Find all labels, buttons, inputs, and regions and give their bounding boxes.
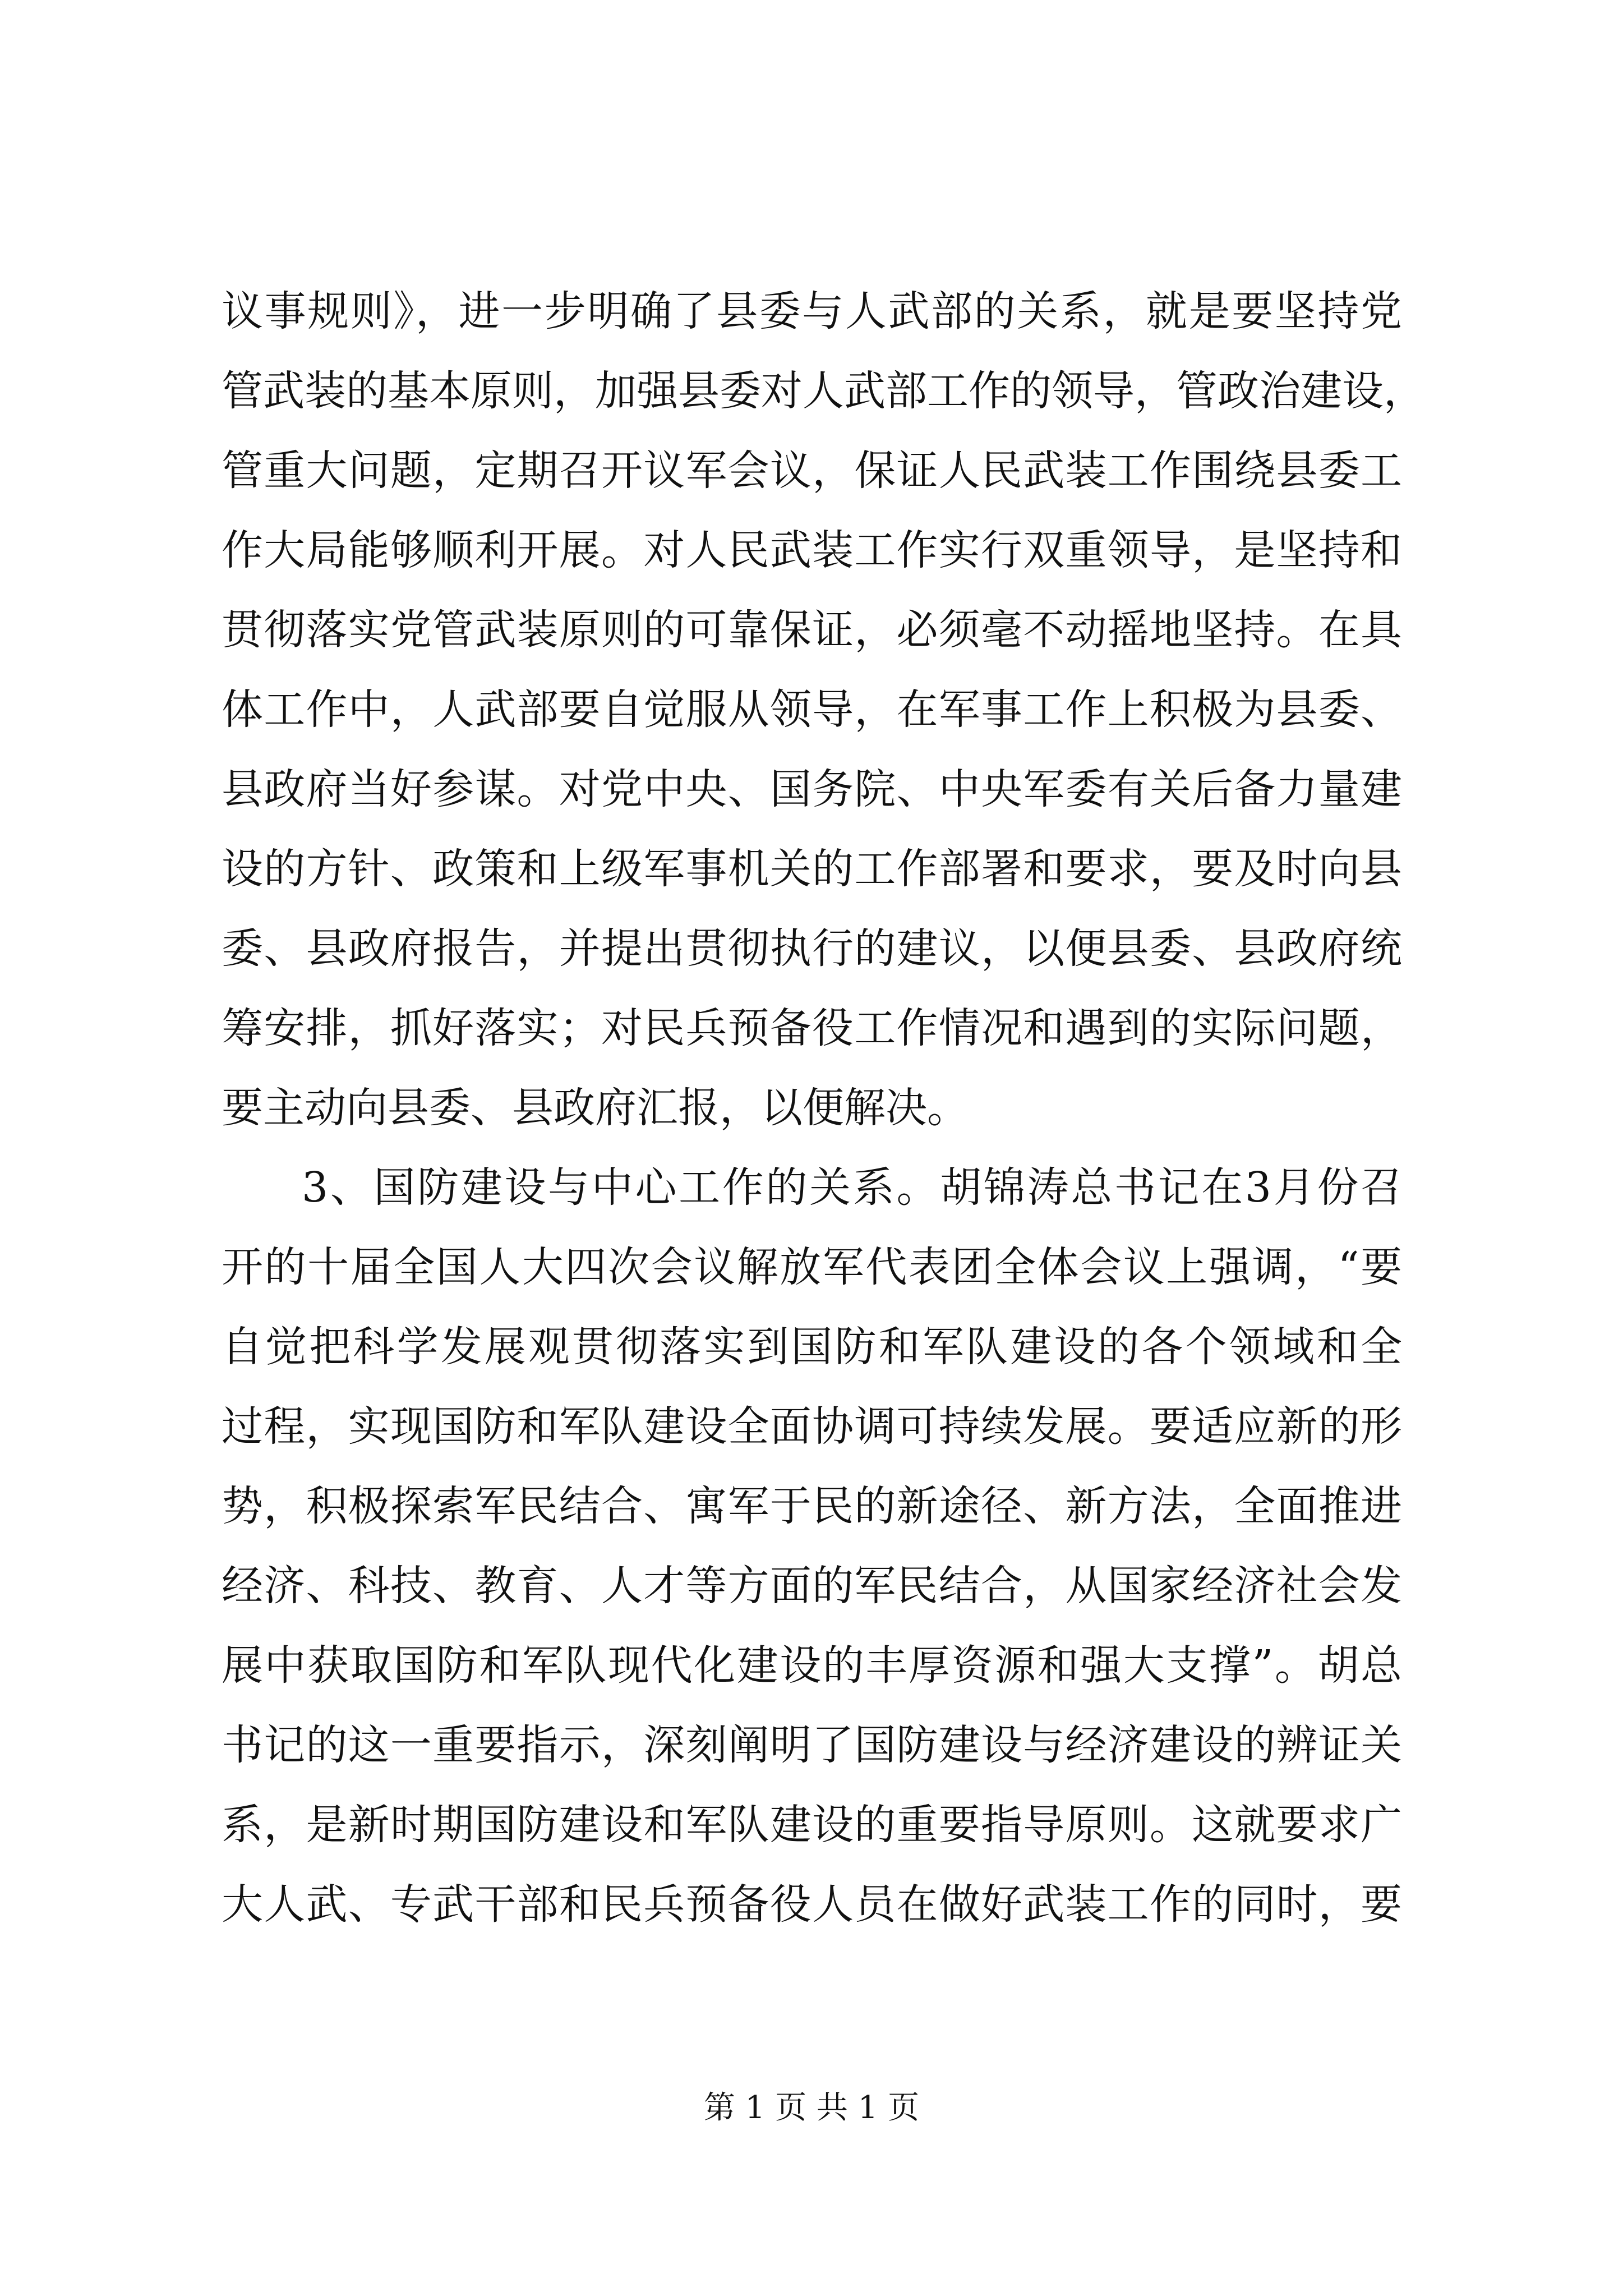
text-line: 大人武、专武干部和民兵预备役人员在做好武装工作的同时，要 xyxy=(222,1880,1402,1929)
text-line: 作大局能够顺利开展。对人民武装工作实行双重领导，是坚持和 xyxy=(222,526,1402,574)
text-line: 县政府当好参谋。对党中央、国务院、中央军委有关后备力量建 xyxy=(222,765,1402,813)
text-line: 要主动向县委、县政府汇报，以便解决。 xyxy=(222,1084,969,1132)
text-line: 过程，实现国防和军队建设全面协调可持续发展。要适应新的形 xyxy=(222,1402,1402,1451)
text-line: 管武装的基本原则，加强县委对人武部工作的领导，管政治建设， xyxy=(222,367,1425,415)
text-line: 设的方针、政策和上级军事机关的工作部署和要求，要及时向县 xyxy=(222,845,1402,893)
text-line: 筹安排，抓好落实；对民兵预备役工作情况和遇到的实际问题， xyxy=(222,1004,1402,1052)
text-line: 贯彻落实党管武装原则的可靠保证，必须毫不动摇地坚持。在具 xyxy=(222,606,1402,654)
text-line: 开的十届全国人大四次会议解放军代表团全体会议上强调，“要 xyxy=(222,1243,1402,1291)
paragraph-start-line: 3、国防建设与中心工作的关系。胡锦涛总书记在3月份召 xyxy=(302,1163,1402,1212)
text-line: 议事规则》，进一步明确了县委与人武部的关系，就是要坚持党 xyxy=(222,287,1402,335)
text-line: 管重大问题，定期召开议军会议，保证人民武装工作围绕县委工 xyxy=(222,447,1402,495)
text-line: 系，是新时期国防建设和军队建设的重要指导原则。这就要求广 xyxy=(222,1801,1402,1849)
text-line: 势，积极探索军民结合、寓军于民的新途径、新方法，全面推进 xyxy=(222,1482,1402,1530)
text-line: 经济、科技、教育、人才等方面的军民结合，从国家经济社会发 xyxy=(222,1562,1402,1610)
text-line: 体工作中，人武部要自觉服从领导，在军事工作上积极为县委、 xyxy=(222,685,1402,734)
text-line: 书记的这一重要指示，深刻阐明了国防建设与经济建设的辨证关 xyxy=(222,1721,1402,1769)
page-footer: 第 1 页 共 1 页 xyxy=(703,2090,920,2126)
text-line: 展中获取国防和军队现代化建设的丰厚资源和强大支撑”。胡总 xyxy=(222,1641,1402,1690)
text-line: 自觉把科学发展观贯彻落实到国防和军队建设的各个领域和全 xyxy=(222,1323,1402,1371)
text-line: 委、县政府报告，并提出贯彻执行的建议，以便县委、县政府统 xyxy=(222,924,1402,973)
